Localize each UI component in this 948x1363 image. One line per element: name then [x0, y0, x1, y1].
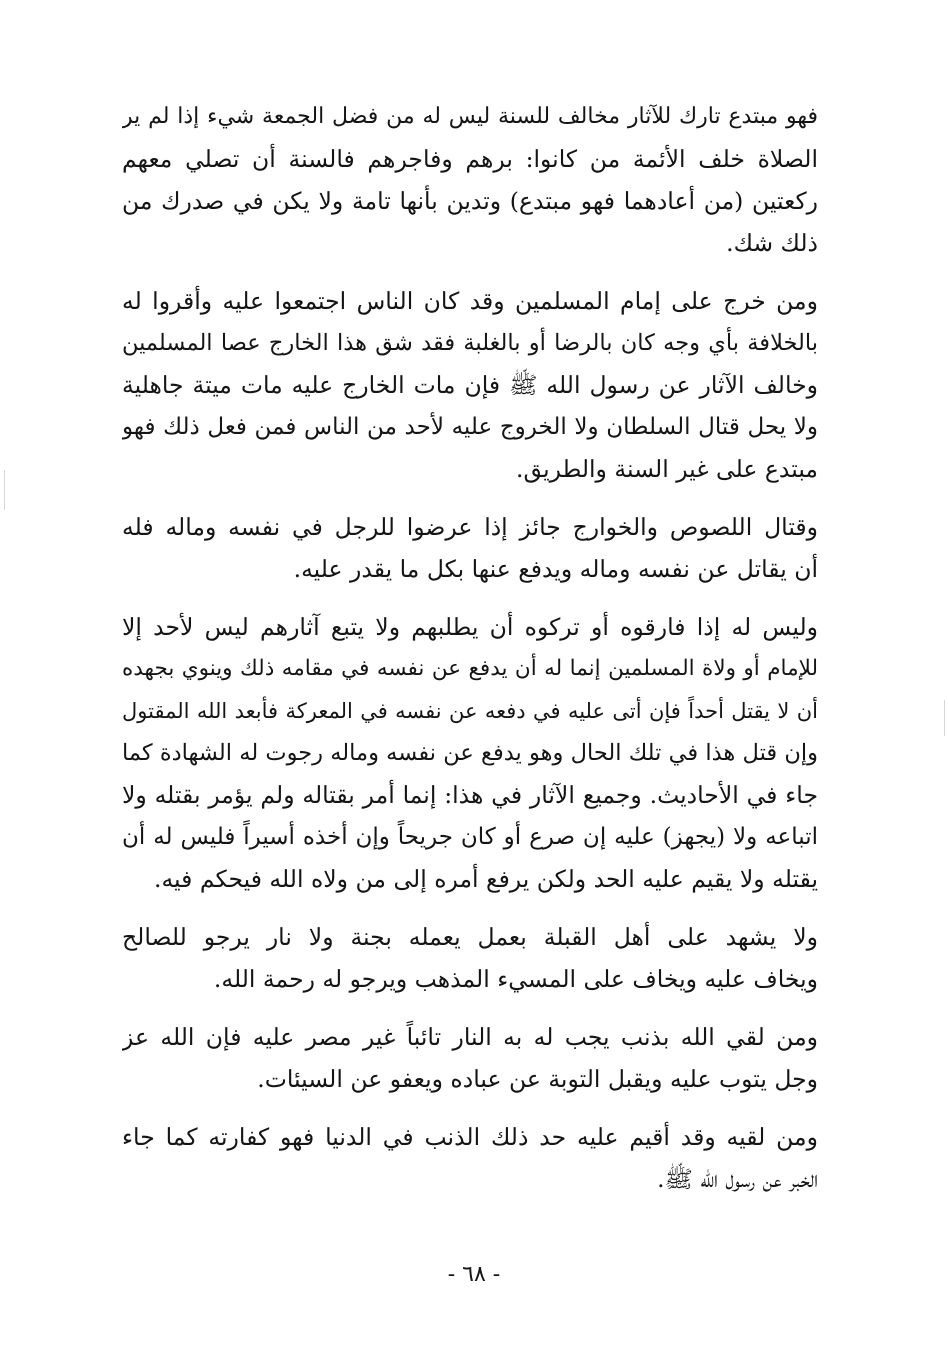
text-line: وإن قتل هذا في تلك الحال وهو يدفع عن نفسه وماله رجوت له الشهادة كما	[122, 740, 818, 766]
scan-edge-mark-right	[944, 700, 945, 736]
text-line: بالخلافة بأي وجه كان بالرضا أو بالغلبة فقد شق هذا الخارج عصا المسلمين	[122, 330, 818, 356]
text-line: الخبر عن رسول الله ﷺ.	[657, 1165, 818, 1193]
text-line: أن لا يقتل أحداً فإن أتى عليه في دفعه عن نفسه في المعركة فأبعد الله المقتول	[122, 699, 818, 723]
text-line: ومن لقيه وقد أقيم عليه حد ذلك الذنب في الدنيا فهو كفارته كما جاء	[122, 1123, 818, 1151]
text-line: الصلاة خلف الأئمة من كانوا: برهم وفاجرهم فالسنة أن تصلي معهم	[122, 145, 818, 173]
page-number: - ٦٨ -	[447, 1262, 501, 1287]
text-line: وخالف الآثار عن رسول الله ﷺ فإن مات الخارج عليه مات ميتة جاهلية	[122, 371, 818, 399]
text-line: فهو مبتدع تارك للآثار مخالف للسنة ليس له من فضل الجمعة شيء إذا لم ير	[122, 104, 818, 129]
text-line: ركعتين (من أعادهما فهو مبتدع) وتدين بأنها تامة ولا يكن في صدرك من	[122, 187, 818, 215]
paragraph	[122, 916, 818, 1000]
text-line: وقتال اللصوص والخوارج جائز إذا عرضوا للرجل في نفسه وماله فله	[122, 513, 818, 541]
scan-edge-mark-left	[4, 470, 5, 510]
text-line: ولا يحل قتال السلطان ولا الخروج عليه لأحد من الناس فمن فعل ذلك فهو	[122, 414, 818, 440]
text-line: يقتله ولا يقيم عليه الحد ولكن يرفع أمره إلى من ولاه الله فيحكم فيه.	[153, 865, 818, 893]
text-line: وجل يتوب عليه ويقبل التوبة عن عباده ويعفو عن السيئات.	[257, 1065, 818, 1093]
text-line: مبتدع على غير السنة والطريق.	[516, 455, 818, 483]
paragraph	[122, 280, 818, 490]
text-line: اتباعه ولا (يجهز) عليه إن صرع أو كان جريحاً وإن أخذه أسيراً فليس له أن	[122, 824, 818, 850]
paragraph	[122, 96, 818, 264]
text-line: ولا يشهد على أهل القبلة بعمل يعمله بجنة ولا نار يرجو للصالح	[122, 923, 818, 951]
paragraph	[122, 506, 818, 590]
body-text	[122, 96, 818, 1200]
text-line: جاء في الأحاديث. وجميع الآثار في هذا: إنما أمر بقتاله ولم يؤمر بقتله ولا	[122, 781, 818, 809]
text-line: أن يقاتل عن نفسه وماله ويدفع عنها بكل ما يقدر عليه.	[293, 555, 818, 583]
paragraph	[122, 606, 818, 900]
paragraph	[122, 1116, 818, 1200]
text-line: ومن لقي الله بذنب يجب له به النار تائباً غير مصر عليه فإن الله عز	[122, 1023, 818, 1051]
text-line: ذلك شك.	[726, 229, 818, 257]
text-line: ويخاف عليه ويخاف على المسيء المذهب ويرجو له رحمة الله.	[213, 965, 818, 993]
text-line: وليس له إذا فارقوه أو تركوه أن يطلبهم ولا يتبع آثارهم ليس لأحد إلا	[122, 613, 818, 641]
paragraph	[122, 1016, 818, 1100]
text-line: للإمام أو ولاة المسلمين إنما له أن يدفع عن نفسه في مقامه ذلك وينوي بجهده	[122, 656, 818, 681]
text-line: ومن خرج على إمام المسلمين وقد كان الناس اجتمعوا عليه وأقروا له	[122, 287, 818, 315]
